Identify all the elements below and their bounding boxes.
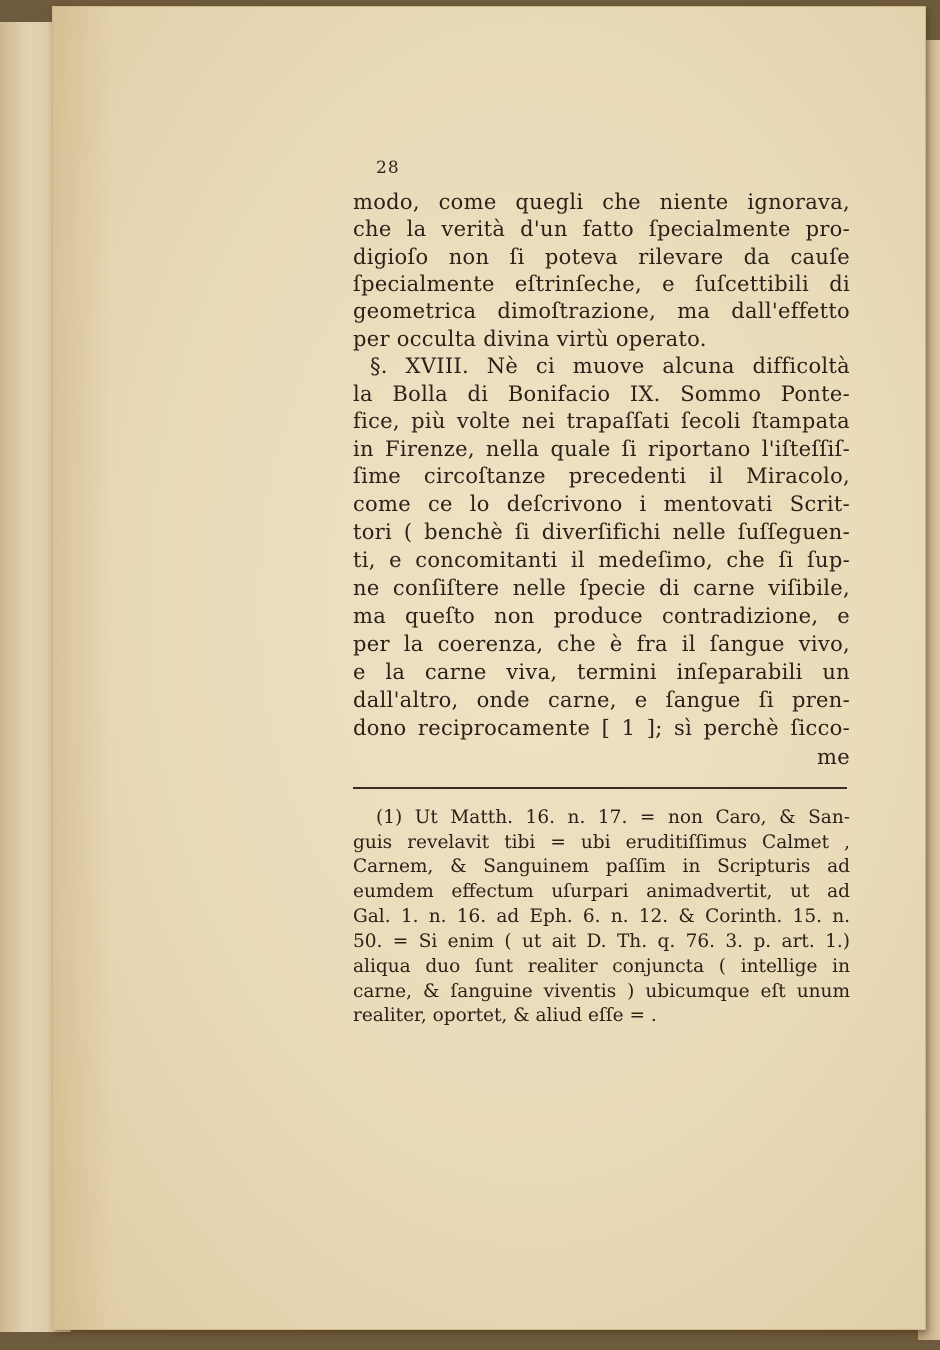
body-line: tori ( benchè ſi diverſifichi nelle ſuſſeguen- [353, 520, 850, 544]
body-line: ſpecialmente eſtrinſeche, e ſuſcettibili di [353, 272, 850, 296]
footnote-line: carne, & ſanguine viventis ) ubicumque eſt unum [353, 981, 850, 1002]
body-line: che la verità d'un fatto ſpecialmente pro- [353, 217, 850, 241]
body-line: dall'altro, onde carne, e ſangue ſi pren- [353, 688, 850, 712]
footnote-line: Gal. 1. n. 16. ad Eph. 6. n. 12. & Corinth. 15. n. [353, 906, 850, 927]
footnote-line: 50. = Si enim ( ut ait D. Th. q. 76. 3. p. art. 1.) [353, 931, 850, 952]
page-number: 28 [376, 158, 400, 178]
body-line: ma queſto non produce contradizione, e [353, 604, 850, 628]
footnote-line: (1) Ut Matth. 16. n. 17. = non Caro, & San- [376, 807, 850, 828]
body-line: digioſo non ſi poteva rilevare da cauſe [353, 245, 850, 269]
body-line: in Firenze, nella quale ſi riportano l'iſteſſiſ- [353, 437, 850, 461]
body-line: ſime circoſtanze precedenti il Miracolo, [353, 464, 850, 488]
section-heading-line: §. XVIII. Nè ci muove alcuna difficoltà [370, 354, 850, 378]
footnote-line: guis revelavit tibi = ubi eruditiſſimus Calmet , [353, 832, 850, 853]
body-line: ne conſiſtere nelle ſpecie di carne viſibile, [353, 576, 850, 600]
body-line: fice, più volte nei trapaſſati ſecoli ſtampata [353, 409, 850, 433]
body-line: come ce lo deſcrivono i mentovati Scrit- [353, 492, 850, 516]
footnote-line: aliqua duo ſunt realiter conjuncta ( intellige in [353, 956, 850, 977]
footnote-rule [353, 787, 847, 789]
body-line: la Bolla di Bonifacio IX. Sommo Ponte- [353, 382, 850, 406]
body-line: ti, e concomitanti il medeſimo, che ſi ſup- [353, 548, 850, 572]
footnote-line: eumdem effectum uſurpari animadvertit, ut ad [353, 881, 850, 902]
footnote-line: Carnem, & Sanguinem paſſim in Scripturis ad [353, 856, 850, 877]
body-line: dono reciprocamente [ 1 ]; sì perchè ſicco- [353, 716, 850, 740]
body-line: per la coerenza, che è fra il ſangue vivo, [353, 632, 850, 656]
body-line: per occulta divina virtù operato. [353, 327, 707, 351]
body-line: modo, come quegli che niente ignorava, [353, 190, 850, 214]
body-line: geometrica dimoſtrazione, ma dall'effetto [353, 299, 850, 323]
body-line: e la carne viva, termini inſeparabili un [353, 660, 850, 684]
catchword: me [817, 745, 850, 769]
footnote-line: realiter, oportet, & aliud eſſe = . [353, 1005, 657, 1026]
